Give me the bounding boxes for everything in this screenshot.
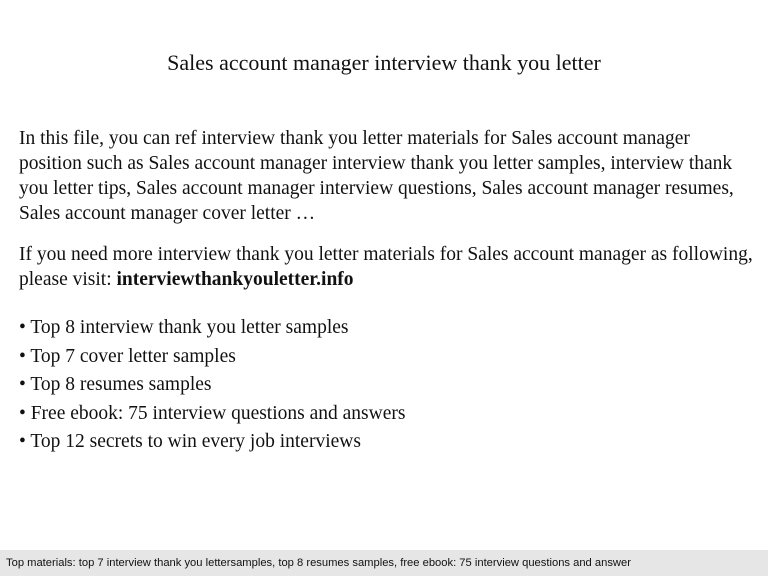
footer-text: Top materials: top 7 interview thank you lettersamples, top 8 resumes samples, free ebook: 75 interview questions and answer [6, 557, 631, 569]
footer-bar [0, 550, 768, 576]
page-title: Sales account manager interview thank you letter [167, 50, 601, 75]
list-item: • Top 8 resumes samples [19, 374, 212, 395]
intro-paragraph: In this file, you can ref interview thank you letter materials for Sales account manager position such as Sales account manager interview thank you letter samples, interview thank you letter tips, Sales account manager interview questions, Sales account manager resumes, Sales account manager cover letter … [19, 128, 734, 224]
website-link[interactable]: interviewthankyouletter.info [116, 269, 354, 290]
list-item: • Top 8 interview thank you letter samples [19, 317, 349, 338]
list-item: • Free ebook: 75 interview questions and answers [19, 402, 406, 424]
visit-paragraph-text: If you need more interview thank you letter materials for Sales account manager as following, please visit: [19, 244, 753, 290]
materials-list [19, 314, 754, 457]
list-item: • Top 12 secrets to win every job interviews [19, 431, 361, 452]
visit-paragraph [19, 242, 754, 292]
list-item: • Top 7 cover letter samples [19, 345, 236, 367]
